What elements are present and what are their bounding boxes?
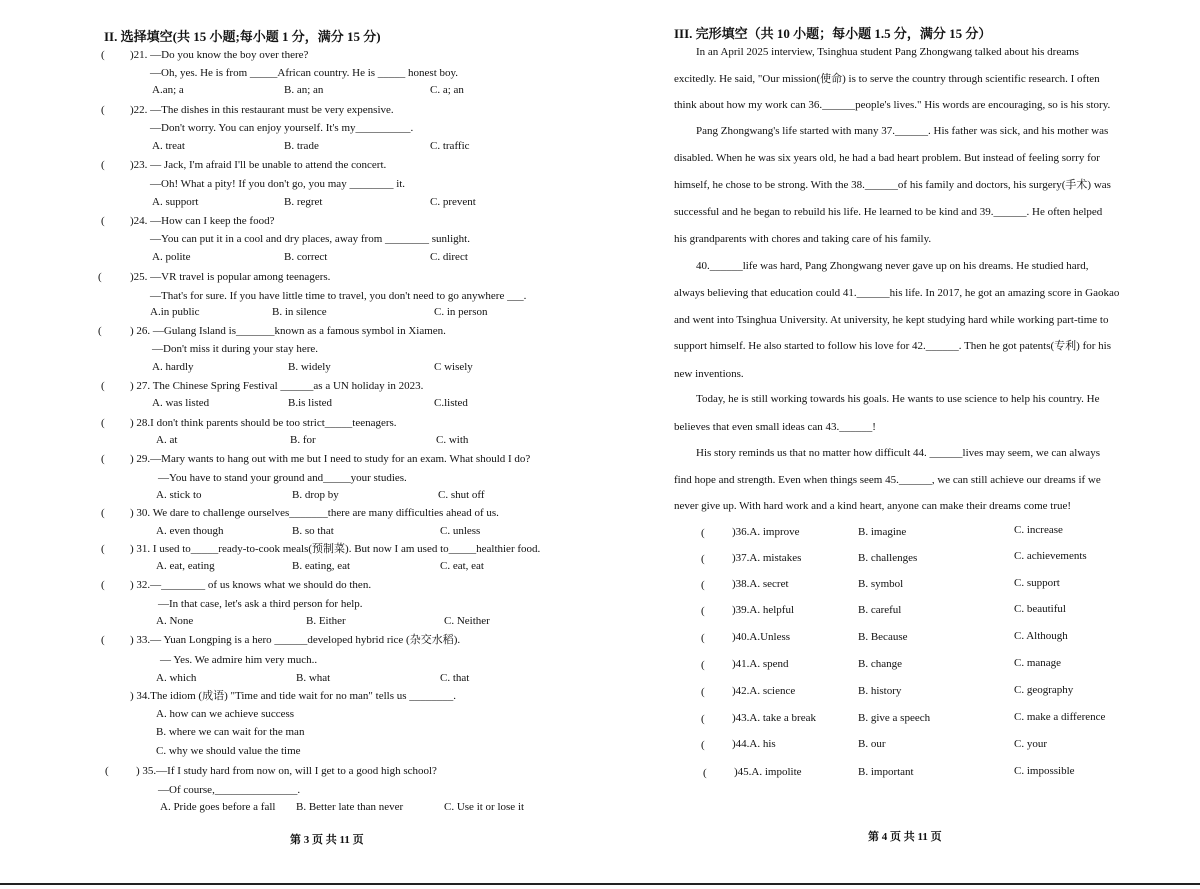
passage-line: disabled. When he was six years old, he had a bad heart problem. But instead of feeling sorry for — [674, 152, 1100, 164]
answer-paren: ( — [101, 215, 105, 227]
cloze-42-option-c: C. geography — [1014, 684, 1074, 696]
cloze-38-option-c: C. support — [1014, 577, 1060, 589]
question-30-stem: ) 30. We dare to challenge ourselves_______there are many difficulties ahead of us. — [130, 507, 499, 519]
answer-paren: ( — [701, 527, 705, 539]
answer-paren: ( — [701, 739, 705, 751]
cloze-41-option-c: C. manage — [1014, 657, 1062, 669]
question-22-stem: )22. —The dishes in this restaurant must be very expensive. — [130, 104, 394, 116]
answer-paren: ( — [701, 659, 705, 671]
cloze-37-option-b: B. challenges — [858, 552, 918, 564]
question-34-stem: ) 34.The idiom (成语) "Time and tide wait for no man" tells us ________. — [130, 690, 457, 702]
answer-paren: ( — [101, 634, 105, 646]
question-32-option-a: A. None — [156, 615, 194, 627]
answer-paren: ( — [98, 271, 102, 283]
question-27-option-c: C.listed — [434, 397, 468, 409]
cloze-39-option-b: B. careful — [858, 604, 902, 616]
cloze-45-option-a: )45.A. impolite — [734, 766, 802, 778]
question-25-option-c: C. in person — [434, 306, 488, 318]
question-33-stem: ) 33.— Yuan Longping is a hero ______developed hybrid rice (杂交水稻). — [130, 634, 461, 646]
question-25-option-b: B. in silence — [272, 306, 327, 318]
answer-paren: ( — [101, 453, 105, 465]
answer-paren: ( — [701, 579, 705, 591]
cloze-42-option-b: B. history — [858, 685, 902, 697]
question-21-line2: —Oh, yes. He is from _____African country. He is _____ honest boy. — [150, 67, 459, 79]
cloze-38-option-b: B. symbol — [858, 578, 904, 590]
question-26-stem: ) 26. —Gulang Island is_______known as a famous symbol in Xiamen. — [130, 325, 446, 337]
cloze-39-option-c: C. beautiful — [1014, 603, 1066, 615]
cloze-44-option-a: )44.A. his — [732, 738, 776, 750]
cloze-37-option-c: C. achievements — [1014, 550, 1087, 562]
passage-line: new inventions. — [674, 368, 744, 380]
cloze-41-option-b: B. change — [858, 658, 902, 670]
cloze-43-option-b: B. give a speech — [858, 712, 931, 724]
question-22-option-a: A. treat — [152, 140, 185, 152]
question-21-option-b: B. an; an — [284, 84, 324, 96]
question-24-option-a: A. polite — [152, 251, 191, 263]
question-21-stem: )21. —Do you know the boy over there? — [130, 49, 309, 61]
cloze-43-option-a: )43.A. take a break — [732, 712, 816, 724]
question-27-option-a: A. was listed — [152, 397, 210, 409]
question-32-option-b: B. Either — [306, 615, 346, 627]
question-21-option-c: C. a; an — [430, 84, 464, 96]
question-34-option-b: B. where we can wait for the man — [156, 726, 305, 738]
passage-line: think about how my work can 36.______people's lives." His words are encouraging, so is his story. — [674, 99, 1111, 111]
question-31-option-b: B. eating, eat — [292, 560, 351, 572]
question-24-option-b: B. correct — [284, 251, 328, 263]
passage-line: find hope and strength. Even when things seem 45.______, we can still achieve our dreams if we — [674, 474, 1101, 486]
cloze-44-option-c: C. your — [1014, 738, 1047, 750]
cloze-44-option-b: B. our — [858, 738, 886, 750]
question-23-line2: —Oh! What a pity! If you don't go, you may ________ it. — [150, 178, 406, 190]
question-35-option-a: A. Pride goes before a fall — [160, 801, 276, 813]
question-30-option-b: B. so that — [292, 525, 334, 537]
question-28-stem: ) 28.I don't think parents should be too strict_____teenagers. — [130, 417, 397, 429]
passage-line: successful and he began to rebuild his life. He learned to be kind and 39.______. He often helped — [674, 206, 1103, 218]
question-21-option-a: A.an; a — [152, 84, 184, 96]
cloze-39-option-a: )39.A. helpful — [732, 604, 795, 616]
question-28-option-c: C. with — [436, 434, 469, 446]
passage-line: never give up. With hard work and a kind heart, anyone can make their dreams come true! — [674, 500, 1072, 512]
scan-edge-line — [0, 883, 1200, 885]
passage-line: In an April 2025 interview, Tsinghua student Pang Zhongwang talked about his dreams — [696, 46, 1079, 58]
answer-paren: ( — [101, 543, 105, 555]
cloze-40-option-a: )40.A.Unless — [732, 631, 791, 643]
question-29-option-b: B. drop by — [292, 489, 339, 501]
question-34-option-a: A. how can we achieve success — [156, 708, 295, 720]
section-title-cloze: III. 完形填空（共 10 小题；每小题 1.5 分，满分 15 分） — [674, 26, 992, 41]
answer-paren: ( — [701, 713, 705, 725]
answer-paren: ( — [701, 686, 705, 698]
page-footer-right: 第 4 页 共 11 页 — [868, 831, 942, 843]
question-26-option-a: A. hardly — [152, 361, 194, 373]
question-23-stem: )23. — Jack, I'm afraid I'll be unable to attend the concert. — [130, 159, 387, 171]
question-29-line2: —You have to stand your ground and_____your studies. — [158, 472, 407, 484]
question-24-stem: )24. —How can I keep the food? — [130, 215, 275, 227]
cloze-40-option-c: C. Although — [1014, 630, 1068, 642]
answer-paren: ( — [98, 325, 102, 337]
cloze-43-option-c: C. make a difference — [1014, 711, 1106, 723]
question-26-option-c: C wisely — [434, 361, 473, 373]
question-23-option-a: A. support — [152, 196, 199, 208]
question-32-option-c: C. Neither — [444, 615, 490, 627]
right-page — [600, 0, 1200, 889]
question-31-option-a: A. eat, eating — [156, 560, 215, 572]
cloze-45-option-c: C. impossible — [1014, 765, 1075, 777]
cloze-45-option-b: B. important — [858, 766, 914, 778]
question-32-stem: ) 32.—________ of us knows what we should do then. — [130, 579, 372, 591]
question-22-option-b: B. trade — [284, 140, 319, 152]
question-29-option-a: A. stick to — [156, 489, 202, 501]
question-24-line2: —You can put it in a cool and dry places, away from ________ sunlight. — [150, 233, 470, 245]
question-30-option-c: C. unless — [440, 525, 481, 537]
question-25-stem: )25. —VR travel is popular among teenagers. — [130, 271, 331, 283]
question-34-option-c: C. why we should value the time — [156, 745, 301, 757]
answer-paren: ( — [703, 767, 707, 779]
question-33-option-a: A. which — [156, 672, 197, 684]
question-35-option-c: C. Use it or lose it — [444, 801, 525, 813]
question-24-option-c: C. direct — [430, 251, 468, 263]
question-33-option-c: C. that — [440, 672, 470, 684]
section-title-choice: II. 选择填空(共 15 小题;每小题 1 分，满分 15 分) — [104, 29, 381, 44]
question-35-stem: ) 35.—If I study hard from now on, will I get to a good high school? — [136, 765, 437, 777]
question-31-stem: ) 31. I used to_____ready-to-cook meals(预制菜). But now I am used to_____healthier food. — [130, 543, 541, 555]
cloze-36-option-b: B. imagine — [858, 526, 907, 538]
question-28-option-b: B. for — [290, 434, 316, 446]
passage-line: support himself. He also started to follow his love for 42.______. Then he got patents(专利) for his — [674, 340, 1111, 352]
cloze-36-option-c: C. increase — [1014, 524, 1063, 536]
question-28-option-a: A. at — [156, 434, 178, 446]
passage-line: Pang Zhongwang's life started with many 37.______. His father was sick, and his mother was — [696, 125, 1109, 137]
answer-paren: ( — [101, 579, 105, 591]
cloze-42-option-a: )42.A. science — [732, 685, 796, 697]
passage-line: his grandparents with chores and taking care of his family. — [674, 233, 932, 245]
passage-line: excitedly. He said, "Our mission(使命) is to serve the country through scientific research. I often — [674, 73, 1100, 85]
answer-paren: ( — [101, 417, 105, 429]
question-35-option-b: B. Better late than never — [296, 801, 404, 813]
question-29-option-c: C. shut off — [438, 489, 485, 501]
cloze-36-option-a: )36.A. improve — [732, 526, 800, 538]
question-25-line2: —That's for sure. If you have little time to travel, you don't need to go anywhere ___. — [150, 290, 527, 302]
passage-line: Today, he is still working towards his goals. He wants to use science to help his country. He — [696, 393, 1100, 405]
answer-paren: ( — [701, 553, 705, 565]
question-26-option-b: B. widely — [288, 361, 331, 373]
question-27-stem: ) 27. The Chinese Spring Festival ______as a UN holiday in 2023. — [130, 380, 424, 392]
answer-paren: ( — [701, 605, 705, 617]
question-33-line2: — Yes. We admire him very much.. — [160, 654, 318, 666]
answer-paren: ( — [701, 632, 705, 644]
question-29-stem: ) 29.—Mary wants to hang out with me but I need to study for an exam. What should I do? — [130, 453, 531, 465]
passage-line: believes that even small ideas can 43.______! — [674, 421, 876, 433]
question-27-option-b: B.is listed — [288, 397, 333, 409]
question-23-option-b: B. regret — [284, 196, 323, 208]
question-31-option-c: C. eat, eat — [440, 560, 484, 572]
question-30-option-a: A. even though — [156, 525, 224, 537]
answer-paren: ( — [105, 765, 109, 777]
question-25-option-a: A.in public — [150, 306, 200, 318]
passage-line: and went into Tsinghua University. At university, he kept studying hard while working part-time to — [674, 314, 1109, 326]
passage-line: 40.______life was hard, Pang Zhongwang never gave up on his dreams. He studied hard, — [696, 260, 1089, 272]
answer-paren: ( — [101, 49, 105, 61]
answer-paren: ( — [101, 159, 105, 171]
cloze-38-option-a: )38.A. secret — [732, 578, 789, 590]
passage-line: always believing that education could 41.______his life. In 2017, he got an amazing score in Gaokao — [674, 287, 1120, 299]
question-35-line2: —Of course,_______________. — [158, 784, 301, 796]
question-26-line2: —Don't miss it during your stay here. — [152, 343, 319, 355]
question-32-line2: —In that case, let's ask a third person for help. — [158, 598, 363, 610]
passage-line: himself, he chose to be strong. With the 38.______of his family and doctors, his surgery(手术) was — [674, 179, 1111, 191]
question-22-line2: —Don't worry. You can enjoy yourself. It's my__________. — [150, 122, 414, 134]
cloze-37-option-a: )37.A. mistakes — [732, 552, 802, 564]
answer-paren: ( — [101, 507, 105, 519]
cloze-40-option-b: B. Because — [858, 631, 908, 643]
question-23-option-c: C. prevent — [430, 196, 476, 208]
cloze-41-option-a: )41.A. spend — [732, 658, 789, 670]
passage-line: His story reminds us that no matter how difficult 44. ______lives may seem, we can always — [696, 447, 1100, 459]
question-33-option-b: B. what — [296, 672, 331, 684]
page-footer-left: 第 3 页 共 11 页 — [290, 834, 364, 846]
question-22-option-c: C. traffic — [430, 140, 470, 152]
answer-paren: ( — [101, 104, 105, 116]
answer-paren: ( — [101, 380, 105, 392]
